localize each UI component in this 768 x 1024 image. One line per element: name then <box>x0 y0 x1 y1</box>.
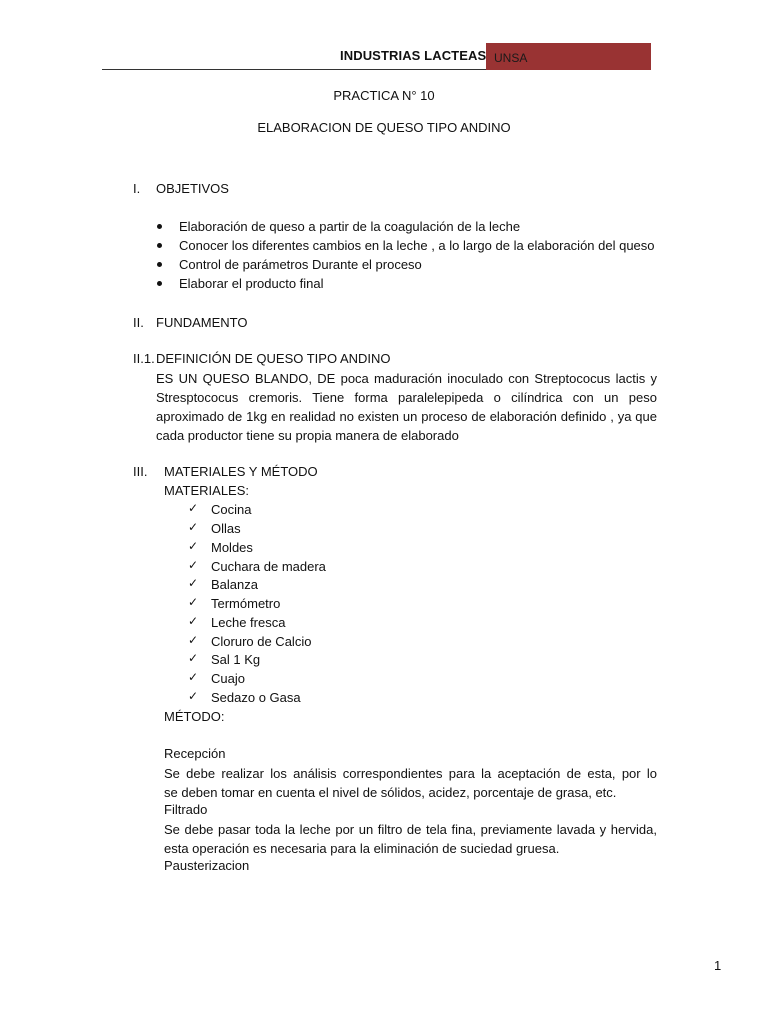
section-number-definicion: II.1. <box>133 351 155 366</box>
checkmark-icon: ✓ <box>188 689 199 703</box>
material-item: Cocina <box>211 502 252 517</box>
bullet-icon <box>157 281 162 286</box>
page-number: 1 <box>714 958 722 973</box>
paragraph-line: se deben tomar en cuenta el nivel de sólidos, acidez, porcentaje de grasa, etc. <box>164 785 617 800</box>
section-heading-fundamento: FUNDAMENTO <box>156 315 248 330</box>
checkmark-icon: ✓ <box>188 576 199 590</box>
checkmark-icon: ✓ <box>188 558 199 572</box>
objective-item: Control de parámetros Durante el proceso <box>179 257 422 272</box>
header-badge <box>486 43 651 70</box>
objective-item: Conocer los diferentes cambios en la leche , a lo largo de la elaboración del queso <box>179 238 655 253</box>
header-badge-label: UNSA <box>494 51 528 65</box>
method-label: MÉTODO: <box>164 709 225 724</box>
material-item: Moldes <box>211 540 253 555</box>
material-item: Sedazo o Gasa <box>211 690 301 705</box>
step-heading-filtrado: Filtrado <box>164 802 208 817</box>
section-heading-materiales: MATERIALES Y MÉTODO <box>164 464 318 479</box>
checkmark-icon: ✓ <box>188 520 199 534</box>
material-item: Cuchara de madera <box>211 559 326 574</box>
checkmark-icon: ✓ <box>188 651 199 665</box>
section-number-materiales: III. <box>133 464 148 479</box>
checkmark-icon: ✓ <box>188 595 199 609</box>
material-item: Leche fresca <box>211 615 286 630</box>
paragraph-line: Se debe realizar los análisis correspondientes para la aceptación de esta, por lo <box>164 766 657 781</box>
recepcion-paragraph <box>164 764 657 802</box>
paragraph-line: Stresptococus cremoris. Tiene forma paralelepipeda o cilíndrica con un peso <box>156 390 657 405</box>
material-item: Cloruro de Calcio <box>211 634 312 649</box>
checkmark-icon: ✓ <box>188 539 199 553</box>
paragraph-line: ES UN QUESO BLANDO, DE poca maduración inoculado con Streptococus lactis y <box>156 371 657 386</box>
material-item: Ollas <box>211 521 241 536</box>
bullet-icon <box>157 262 162 267</box>
checkmark-icon: ✓ <box>188 501 199 515</box>
header-rule <box>102 69 486 70</box>
paragraph-line: Se debe pasar toda la leche por un filtro de tela fina, previamente lavada y hervida, <box>164 822 657 837</box>
bullet-icon <box>157 243 162 248</box>
paragraph-line: aproximado de 1kg en realidad no existen un proceso de elaboración definido , ya que <box>156 409 657 424</box>
header-title: INDUSTRIAS LACTEAS <box>340 48 487 63</box>
filtrado-paragraph <box>164 820 657 858</box>
paragraph-line: cada productor tiene su propia manera de elaborado <box>156 428 459 443</box>
checkmark-icon: ✓ <box>188 614 199 628</box>
material-item: Sal 1 Kg <box>211 652 261 667</box>
objective-item: Elaboración de queso a partir de la coagulación de la leche <box>179 219 521 234</box>
checkmark-icon: ✓ <box>188 670 199 684</box>
bullet-icon <box>157 224 162 229</box>
materials-label: MATERIALES: <box>164 483 250 498</box>
objective-item: Elaborar el producto final <box>179 276 324 291</box>
section-heading-objetivos: OBJETIVOS <box>156 181 229 196</box>
paragraph-line: esta operación es necesaria para la eliminación de suciedad gruesa. <box>164 841 560 856</box>
checkmark-icon: ✓ <box>188 633 199 647</box>
step-heading-recepcion: Recepción <box>164 746 226 761</box>
material-item: Cuajo <box>211 671 245 686</box>
section-number-objetivos: I. <box>133 181 141 196</box>
document-title: ELABORACION DE QUESO TIPO ANDINO <box>257 120 511 135</box>
definition-paragraph <box>156 369 657 445</box>
section-heading-definicion: DEFINICIÓN DE QUESO TIPO ANDINO <box>156 351 391 366</box>
material-item: Termómetro <box>211 596 281 611</box>
step-heading-pasteurizacion: Pausterizacion <box>164 858 250 873</box>
material-item: Balanza <box>211 577 258 592</box>
section-number-fundamento: II. <box>133 315 144 330</box>
practice-number: PRACTICA N° 10 <box>333 88 435 103</box>
